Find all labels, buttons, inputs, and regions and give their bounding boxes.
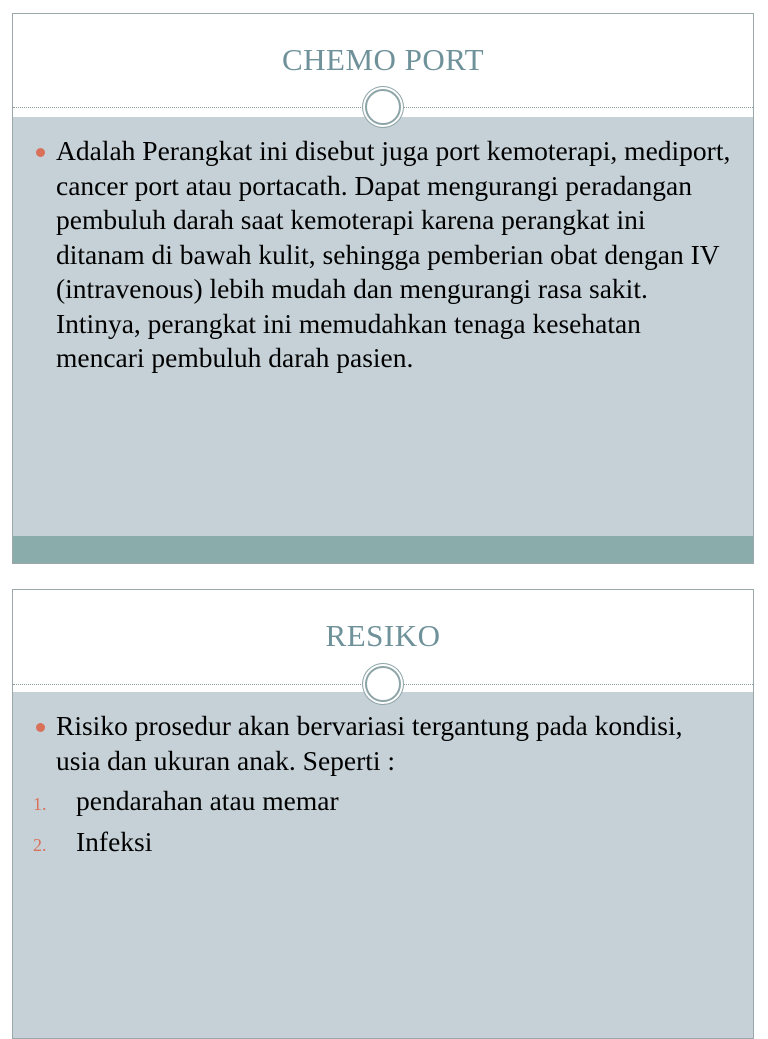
divider-circle-ornament xyxy=(365,89,401,125)
number-marker: 2. xyxy=(33,834,47,855)
numbered-item xyxy=(13,784,753,819)
bullet-list xyxy=(13,134,753,376)
bullet-text: Adalah Perangkat ini disebut juga port kemoterapi, mediport, cancer port atau portacath. Dapat mengurangi peradangan pembuluh darah saat kemoterapi karena perangkat ini ditanam di bawah kulit, sehingga pemberian obat dengan IV (intravenous) lebih mudah dan mengurangi rasa sakit. Intinya, perangkat ini memudahkan tenaga kesehatan mencari pembuluh darah pasien. xyxy=(56,135,731,373)
bullet-dot-icon xyxy=(36,148,45,157)
bullet-item xyxy=(13,709,753,778)
numbered-item-text: pendarahan atau memar xyxy=(76,785,339,816)
slide-chemo-port xyxy=(12,13,754,564)
numbered-item xyxy=(13,825,753,860)
divider-circle-ornament xyxy=(365,666,401,702)
bullet-text: Risiko prosedur akan bervariasi tergantung pada kondisi, usia dan ukuran anak. Seperti : xyxy=(56,710,683,776)
slide-header xyxy=(13,14,753,117)
slide-title: CHEMO PORT xyxy=(281,42,485,77)
bullet-item xyxy=(13,134,753,376)
slide-title: RESIKO xyxy=(325,618,441,653)
slide-footer-band xyxy=(13,536,753,563)
bullet-list xyxy=(13,709,753,859)
slide-header xyxy=(13,590,753,692)
number-marker: 1. xyxy=(33,794,47,814)
bullet-dot-icon xyxy=(36,723,45,732)
slide-resiko xyxy=(12,589,754,1039)
numbered-item-text: Infeksi xyxy=(76,825,153,857)
